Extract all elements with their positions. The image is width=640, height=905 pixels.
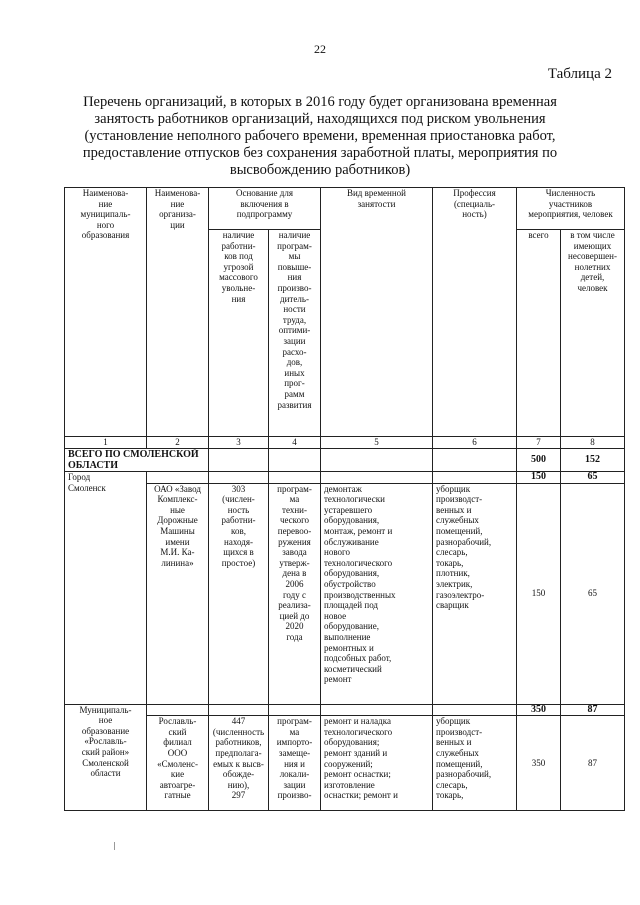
cell-line: произво- — [277, 790, 312, 801]
table-heading — [70, 94, 570, 179]
heading-line: занятость работников организаций, находящихся под риском увольнения — [94, 111, 546, 127]
header-basis-threat — [209, 230, 269, 437]
column-number: 1 — [65, 437, 147, 449]
cell-line: новое — [324, 610, 347, 621]
cell-line: дена в — [282, 568, 307, 579]
cell-line: Профессия — [453, 188, 496, 198]
profession — [433, 716, 517, 811]
cell-line: области — [90, 768, 121, 779]
cell-line: гатные — [164, 790, 191, 801]
cell-line: организа- — [159, 209, 196, 220]
cell-line: ков под — [224, 251, 253, 262]
cell-line: служебных — [436, 515, 479, 526]
subtotal-row — [65, 472, 625, 484]
cell-line: предполага- — [215, 747, 262, 758]
cell-line: Основание для — [235, 188, 294, 198]
cell-line: 303 — [231, 483, 246, 494]
cell-line: (численность — [212, 726, 265, 737]
cell-line: ружения — [278, 536, 311, 547]
cell-line: програм- — [277, 716, 312, 727]
cell-line: филиал — [163, 737, 192, 748]
header-total — [517, 230, 561, 437]
cell-line: нию), — [227, 779, 250, 790]
cell-line: М.И. Ка- — [160, 547, 195, 558]
cell-line: простое) — [221, 557, 256, 568]
cell-line: служебных — [436, 747, 479, 758]
cell-line: оборудование, — [324, 621, 379, 632]
cell-line: автоагре- — [159, 779, 196, 790]
cell-line: зации — [283, 779, 306, 790]
cell-line: участников — [548, 198, 593, 209]
cell-line: ремонт — [324, 674, 352, 685]
cell-line: газоэлектро- — [436, 589, 485, 600]
cell-line: уборщик — [436, 716, 471, 727]
cell-line: ма — [289, 726, 300, 737]
cell-line: человек — [577, 282, 608, 293]
cell-line: технологического — [324, 726, 393, 737]
cell-line: нового — [324, 547, 350, 558]
cell-line: рамм — [284, 388, 305, 399]
cell-line: технологически — [324, 494, 385, 505]
cell-line: разнорабочий, — [436, 769, 492, 780]
cell-line: Смоленской — [82, 757, 129, 768]
cell-line: 447 — [231, 716, 246, 727]
cell-line: имени — [165, 536, 190, 547]
cell-line: сварщик — [436, 600, 469, 611]
cell-line: цией до — [279, 610, 310, 621]
column-number: 4 — [269, 437, 321, 449]
cell-line: работни- — [221, 515, 256, 526]
cell-line: оборудования, — [324, 568, 380, 579]
region-total-row — [65, 449, 625, 472]
heading-line: Перечень организаций, в которых в 2016 году будет организована временная — [83, 94, 557, 110]
cell-line: работни- — [221, 240, 256, 251]
cell-line: емых к высв- — [213, 758, 264, 769]
header-employment-type — [321, 188, 433, 437]
cell-line: технологического — [324, 557, 393, 568]
cell-line: реализа- — [278, 600, 311, 611]
municipality-name — [65, 704, 147, 811]
cell-line: ного — [96, 219, 115, 230]
scan-mark — [114, 842, 115, 850]
cell-line: локали- — [279, 769, 310, 780]
cell-line: образования — [81, 230, 130, 241]
cell-line: муниципаль- — [80, 209, 131, 220]
subtotal-minors: 87 — [561, 704, 625, 716]
cell-line: програм- — [277, 483, 312, 494]
cell-line: уборщик — [436, 483, 471, 494]
column-number: 6 — [433, 437, 517, 449]
cell-line: зации — [283, 335, 306, 346]
cell-line: венных и — [436, 504, 472, 515]
cell-line: линина» — [161, 557, 194, 568]
cell-line: обустройство — [324, 578, 376, 589]
cell-line: прог- — [284, 378, 305, 389]
cell-line: детей, — [580, 272, 605, 283]
column-number: 7 — [517, 437, 561, 449]
cell-line: ОАО «Завод — [154, 483, 201, 494]
header-basis — [209, 188, 321, 230]
cell-line: Вид временной — [346, 188, 407, 198]
cell-line: Наименова- — [154, 188, 201, 198]
cell-line: произво- — [277, 282, 312, 293]
region-total-label — [65, 449, 209, 472]
cell-line: Муниципаль- — [79, 704, 132, 715]
cell-line: 2006 — [285, 578, 304, 589]
cell-line: наличие — [222, 230, 255, 240]
participants-minors: 87 — [561, 716, 625, 811]
subtotal-total: 150 — [517, 472, 561, 484]
cell-line: импорто- — [276, 737, 313, 748]
cell-line: ния — [231, 293, 246, 304]
cell-line: иных — [284, 367, 305, 378]
cell-line: году с — [282, 589, 307, 600]
program-basis — [269, 716, 321, 811]
cell-line: Комплекс- — [157, 494, 198, 505]
cell-line: обожде- — [222, 769, 255, 780]
cell-line: ма — [289, 494, 300, 505]
cell-line: мы — [288, 251, 301, 262]
cell-line: Рославль- — [158, 716, 197, 727]
cell-line: расхо- — [282, 346, 307, 357]
column-number-row — [65, 437, 625, 449]
threat-basis — [209, 716, 269, 811]
table-label: Таблица 2 — [547, 66, 612, 82]
cell-line: ский — [168, 726, 187, 737]
organization-name — [147, 483, 209, 704]
cell-line: ремонтных и — [324, 642, 374, 653]
cell-line: ский район» — [81, 746, 130, 757]
cell-line: ремонт и наладка — [324, 716, 391, 727]
cell-line: Город — [68, 472, 91, 482]
header-basis-program — [269, 230, 321, 437]
cell-line: слесарь, — [436, 547, 468, 558]
employment-type — [321, 716, 433, 811]
cell-line: занятости — [357, 198, 396, 209]
cell-line: работников, — [215, 737, 262, 748]
subtotal-total: 350 — [517, 704, 561, 716]
cell-line: монтаж, ремонт и — [324, 525, 393, 536]
cell-line: дитель- — [280, 293, 309, 304]
cell-line: подпрограмму — [236, 209, 293, 220]
profession — [433, 483, 517, 704]
cell-line: 297 — [231, 790, 246, 801]
cell-line: ремонт оснастки; — [324, 769, 391, 780]
header-profession — [433, 188, 517, 437]
cell-line: увольне- — [221, 282, 256, 293]
cell-line: образование — [81, 725, 130, 736]
region-total-value: 500 — [517, 449, 561, 472]
cell-line: оснастки; ремонт и — [324, 790, 398, 801]
cell-line: ние — [170, 198, 185, 209]
cell-line: Смоленск — [68, 482, 106, 493]
cell-line: оборудования, — [324, 515, 380, 526]
cell-line: ния — [287, 272, 302, 283]
cell-line: ность — [227, 504, 250, 515]
cell-line: ческого — [279, 515, 310, 526]
cell-line: 2020 — [285, 621, 304, 632]
cell-line: «Смоленс- — [157, 758, 198, 769]
cell-line: несовершен- — [568, 251, 617, 262]
cell-line: разнорабочий, — [436, 536, 492, 547]
cell-line: програм- — [277, 240, 312, 251]
column-number: 8 — [561, 437, 625, 449]
cell-line: помещений, — [436, 525, 483, 536]
cell-line: ное — [98, 715, 113, 726]
cell-line: (специаль- — [453, 198, 496, 209]
cell-line: производственных — [324, 589, 396, 600]
cell-line: производст- — [436, 494, 483, 505]
cell-line: ние — [98, 198, 113, 209]
municipality-name — [65, 472, 147, 705]
subtotal-row — [65, 704, 625, 716]
cell-line: ВСЕГО ПО СМОЛЕНСКОЙ — [68, 449, 199, 460]
cell-line: токарь, — [436, 557, 464, 568]
organizations-table — [64, 187, 625, 811]
cell-line: перевоо- — [277, 525, 312, 536]
cell-line: всего — [528, 230, 549, 240]
cell-line: сооружений; — [324, 758, 373, 769]
cell-line: ков, — [231, 525, 246, 536]
cell-line: ности — [283, 304, 306, 315]
cell-line: демонтаж — [324, 483, 362, 494]
cell-line: производст- — [436, 726, 483, 737]
header-municipality — [65, 188, 147, 437]
cell-line: плотник, — [436, 568, 470, 579]
cell-line: массового — [219, 272, 258, 283]
cell-line: года — [286, 631, 303, 642]
cell-line: площадей под — [324, 600, 379, 611]
threat-basis — [209, 483, 269, 704]
cell-line: ОБЛАСТИ — [68, 460, 118, 471]
cell-line: находя- — [224, 536, 253, 547]
participants-total: 150 — [517, 483, 561, 704]
cell-line: «Рославль- — [84, 736, 127, 747]
participants-total: 350 — [517, 716, 561, 811]
cell-line: помещений, — [436, 758, 483, 769]
cell-line: дов, — [286, 357, 303, 368]
column-number: 2 — [147, 437, 209, 449]
cell-line: оборудования; — [324, 737, 380, 748]
cell-line: оптими- — [278, 325, 311, 336]
organization-row — [65, 483, 625, 704]
cell-line: мероприятия, человек — [528, 209, 613, 220]
heading-line: предоставление отпусков без сохранения заработной платы, мероприятия по — [82, 145, 558, 161]
subtotal-minors: 65 — [561, 472, 625, 484]
region-minors-value: 152 — [561, 449, 625, 472]
cell-line: подсобных работ, — [324, 653, 392, 664]
cell-line: устаревшего — [324, 504, 373, 515]
participants-minors: 65 — [561, 483, 625, 704]
column-number: 5 — [321, 437, 433, 449]
header-organization — [147, 188, 209, 437]
cell-line: обслуживание — [324, 536, 379, 547]
cell-line: повыше- — [277, 261, 312, 272]
cell-line: венных и — [436, 737, 472, 748]
cell-line: электрик, — [436, 578, 473, 589]
cell-line: ремонт зданий и — [324, 747, 388, 758]
cell-line: техни- — [282, 504, 307, 515]
cell-line: ные — [170, 504, 185, 515]
cell-line: наличие — [278, 230, 311, 240]
cell-line: выполнение — [324, 631, 371, 642]
cell-line: угрозой — [223, 261, 254, 272]
cell-line: включения в — [240, 198, 289, 209]
cell-line: щихся в — [223, 547, 254, 558]
cell-line: имеющих — [573, 240, 612, 251]
cell-line: ООО — [167, 747, 188, 758]
cell-line: слесарь, — [436, 779, 468, 790]
cell-line: труда, — [282, 314, 307, 325]
cell-line: токарь, — [436, 790, 464, 801]
column-number: 3 — [209, 437, 269, 449]
cell-line: ность) — [462, 209, 487, 220]
employment-type — [321, 483, 433, 704]
cell-line: ния и — [284, 758, 305, 769]
cell-line: развития — [277, 399, 312, 410]
cell-line: косметический — [324, 663, 382, 674]
cell-line: утверж- — [279, 557, 310, 568]
cell-line: ции — [170, 219, 185, 230]
cell-line: завода — [282, 547, 307, 558]
cell-line: изготовление — [324, 779, 375, 790]
cell-line: в том числе — [570, 230, 615, 240]
program-basis — [269, 483, 321, 704]
cell-line: Численность — [545, 188, 596, 198]
cell-line: Наименова- — [82, 188, 129, 198]
cell-line: Машины — [160, 525, 195, 536]
cell-line: кие — [170, 769, 185, 780]
organization-row — [65, 716, 625, 811]
heading-line: (установление неполного рабочего времени, временная приостановка работ, — [84, 128, 556, 144]
page-number: 22 — [314, 42, 326, 56]
cell-line: замеще- — [278, 747, 311, 758]
header-minors — [561, 230, 625, 437]
header-participants — [517, 188, 625, 230]
cell-line: Дорожные — [157, 515, 198, 526]
cell-line: нолетних — [574, 261, 611, 272]
organization-name — [147, 716, 209, 811]
heading-line: высвобождению работников) — [229, 162, 411, 178]
cell-line: (числен- — [222, 494, 255, 505]
